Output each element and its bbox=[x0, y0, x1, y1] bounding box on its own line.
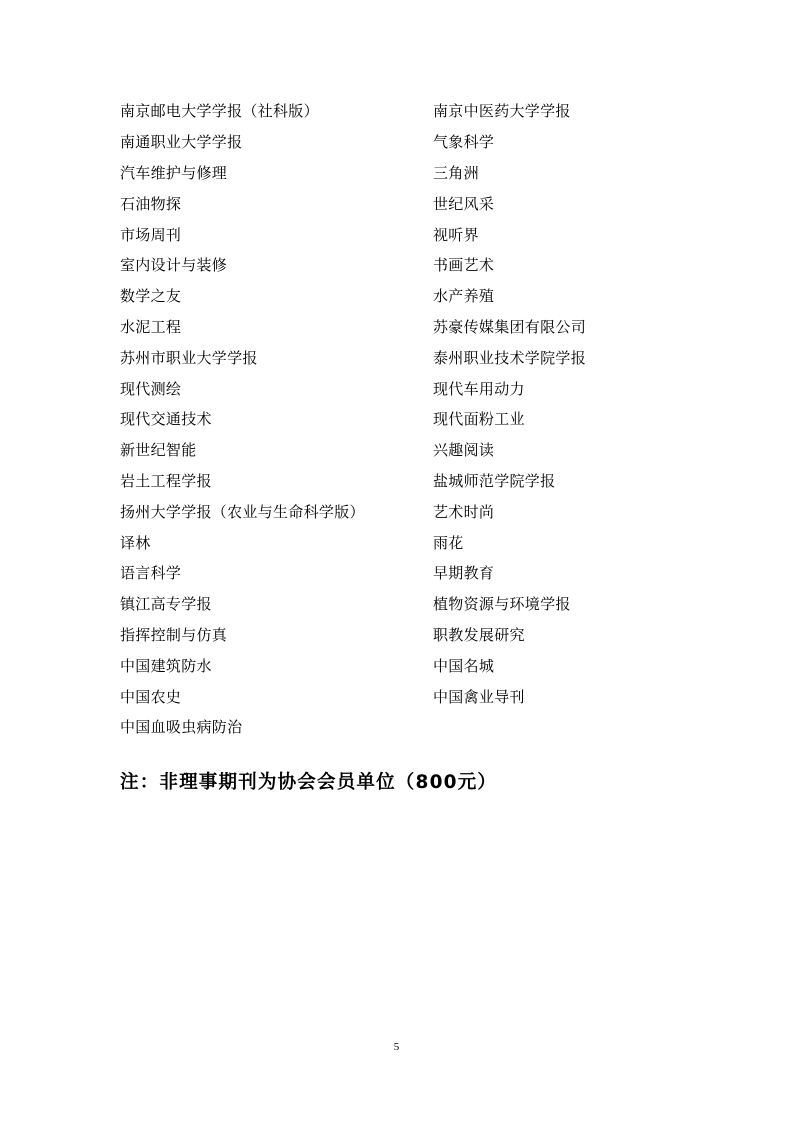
journal-item: 语言科学 bbox=[120, 564, 182, 583]
journal-list bbox=[120, 96, 640, 743]
journal-item: 室内设计与装修 bbox=[120, 256, 228, 275]
journal-item: 中国建筑防水 bbox=[120, 656, 212, 675]
journal-item: 译林 bbox=[120, 533, 151, 552]
journal-item: 南通职业大学学报 bbox=[120, 133, 243, 152]
journal-item: 职教发展研究 bbox=[433, 625, 525, 644]
journal-item: 中国禽业导刊 bbox=[433, 687, 525, 706]
journal-item: 现代交通技术 bbox=[120, 410, 212, 429]
journal-item: 镇江高专学报 bbox=[120, 595, 212, 614]
journal-item: 书画艺术 bbox=[433, 256, 495, 275]
journal-item: 石油物探 bbox=[120, 194, 182, 213]
journal-item: 水泥工程 bbox=[120, 317, 182, 336]
journal-item: 中国血吸虫病防治 bbox=[120, 718, 243, 737]
journal-item: 中国名城 bbox=[433, 656, 495, 675]
journal-item: 苏豪传媒集团有限公司 bbox=[433, 317, 587, 336]
journal-item: 现代车用动力 bbox=[433, 379, 525, 398]
journal-item: 水产养殖 bbox=[433, 287, 495, 306]
journal-item: 泰州职业技术学院学报 bbox=[433, 348, 587, 367]
journal-item: 兴趣阅读 bbox=[433, 441, 495, 460]
journal-item: 中国农史 bbox=[120, 687, 182, 706]
journal-item: 市场周刊 bbox=[120, 225, 182, 244]
journal-item: 三角洲 bbox=[433, 163, 479, 182]
journal-item: 指挥控制与仿真 bbox=[120, 625, 228, 644]
page-number: 5 bbox=[393, 1041, 400, 1053]
journal-item: 现代面粉工业 bbox=[433, 410, 525, 429]
journal-item: 视听界 bbox=[433, 225, 479, 244]
journal-item: 气象科学 bbox=[433, 133, 495, 152]
journal-item: 扬州大学学报（农业与生命科学版） bbox=[120, 502, 365, 521]
journal-item: 盐城师范学院学报 bbox=[433, 471, 556, 490]
journal-item: 新世纪智能 bbox=[120, 441, 197, 460]
journal-item: 雨花 bbox=[433, 533, 464, 552]
journal-item: 艺术时尚 bbox=[433, 502, 495, 521]
journal-item: 岩土工程学报 bbox=[120, 471, 212, 490]
journal-item: 南京邮电大学学报（社科版） bbox=[120, 102, 319, 121]
journal-item: 南京中医药大学学报 bbox=[433, 102, 571, 121]
journal-item: 现代测绘 bbox=[120, 379, 182, 398]
journal-item: 世纪风采 bbox=[433, 194, 495, 213]
membership-note: 注：非理事期刊为协会会员单位（800元） bbox=[120, 772, 498, 793]
journal-item: 汽车维护与修理 bbox=[120, 163, 228, 182]
journal-item: 植物资源与环境学报 bbox=[433, 595, 571, 614]
journal-item: 早期教育 bbox=[433, 564, 495, 583]
journal-item: 数学之友 bbox=[120, 287, 182, 306]
journal-item: 苏州市职业大学学报 bbox=[120, 348, 258, 367]
